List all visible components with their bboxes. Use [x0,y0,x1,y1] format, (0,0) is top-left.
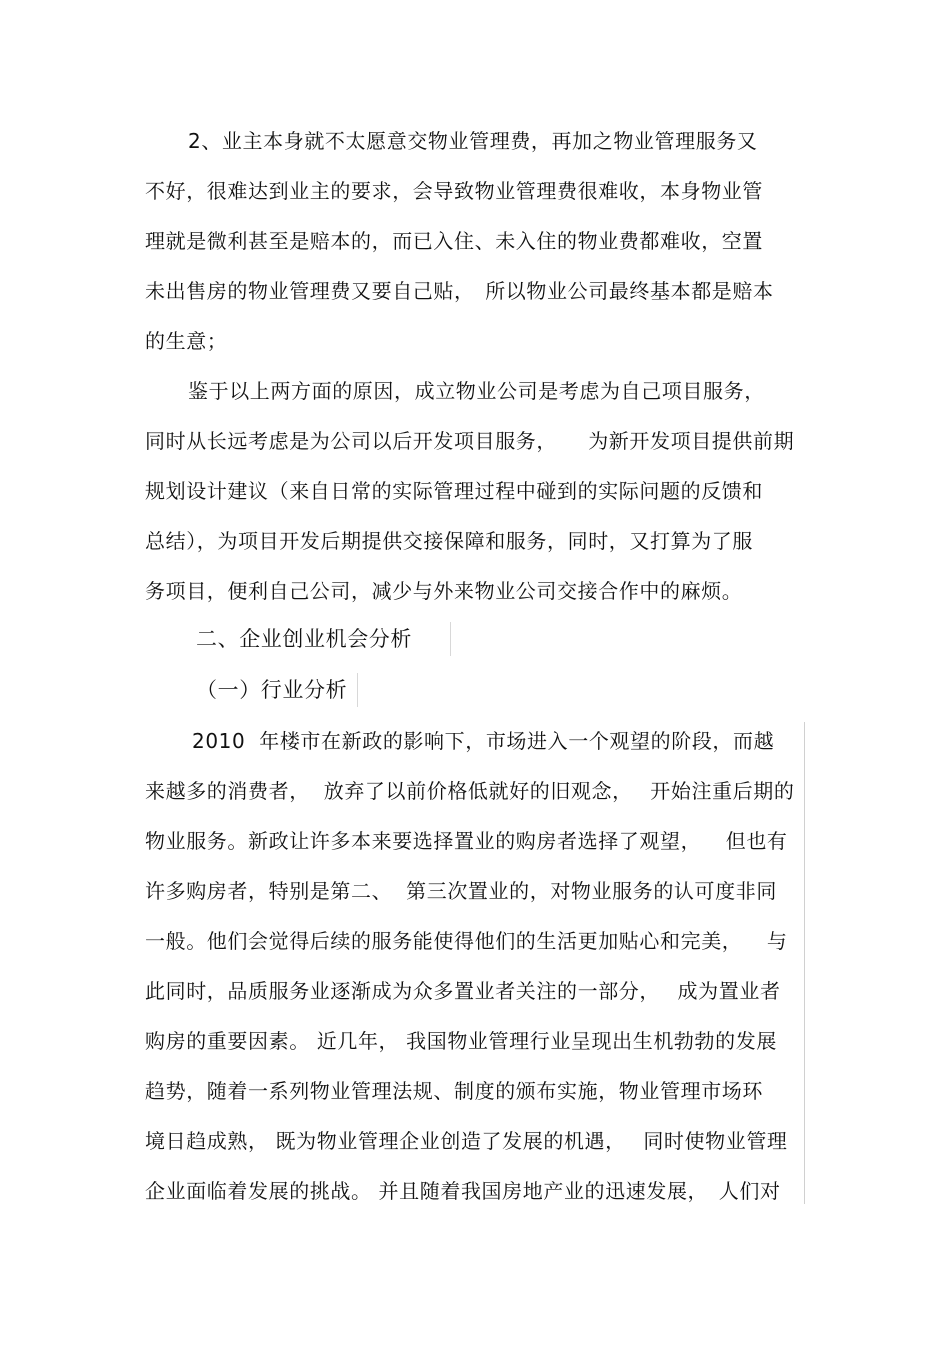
paragraph-1-line-1: 2、业主本身就不太愿意交物业管理费，再加之物业管理服务又 [188,129,758,153]
paragraph-2-line-3: 规划设计建议（来自日常的实际管理过程中碰到的实际问题的反馈和 [145,479,763,503]
paragraph-3-line-10: 企业面临着发展的挑战。 并且随着我国房地产业的迅速发展， 人们对 [145,1179,781,1203]
paragraph-3-line-4: 许多购房者，特别是第二、 第三次置业的，对物业服务的认可度非同 [145,879,777,903]
paragraph-1-line-3: 理就是微利甚至是赔本的，而已入住、未入住的物业费都难收，空置 [145,229,763,253]
paragraph-3-line-9: 境日趋成熟， 既为物业管理企业创造了发展的机遇， 同时使物业管理 [145,1129,788,1153]
paragraph-3-right-border [804,722,805,1204]
paragraph-3-line-3: 物业服务。新政让许多本来要选择置业的购房者选择了观望， 但也有 [145,829,788,853]
paragraph-2-line-1: 鉴于以上两方面的原因，成立物业公司是考虑为自己项目服务， [188,379,765,403]
section-heading: 二、企业创业机会分析 [196,627,412,651]
subsection-heading-divider [357,673,358,707]
paragraph-1-line-4: 未出售房的物业管理费又要自己贴， 所以物业公司最终基本都是赔本 [145,279,774,303]
paragraph-3-line-5: 一般。他们会觉得后续的服务能使得他们的生活更加贴心和完美， 与 [145,929,788,953]
paragraph-3-line-7: 购房的重要因素。 近几年， 我国物业管理行业呈现出生机勃勃的发展 [145,1029,777,1053]
paragraph-1-line-2: 不好，很难达到业主的要求，会导致物业管理费很难收，本身物业管 [145,179,763,203]
paragraph-1-line-5: 的生意； [145,329,228,353]
paragraph-3-line-2: 来越多的消费者， 放弃了以前价格低就好的旧观念， 开始注重后期的 [145,779,795,803]
paragraph-3-line-6: 此同时，品质服务业逐渐成为众多置业者关注的一部分， 成为置业者 [145,979,781,1003]
paragraph-2-line-5: 务项目，便利自己公司，减少与外来物业公司交接合作中的麻烦。 [145,579,743,603]
section-heading-divider [450,622,451,656]
paragraph-2-line-2: 同时从长远考虑是为公司以后开发项目服务， 为新开发项目提供前期 [145,429,795,453]
paragraph-3-line-1: 2010 年楼市在新政的影响下，市场进入一个观望的阶段，而越 [192,729,775,753]
subsection-heading: （一）行业分析 [196,678,348,702]
paragraph-3-line-8: 趋势，随着一系列物业管理法规、制度的颁布实施，物业管理市场环 [145,1079,763,1103]
paragraph-2-line-4: 总结），为项目开发后期提供交接保障和服务，同时，又打算为了服 [145,529,753,553]
